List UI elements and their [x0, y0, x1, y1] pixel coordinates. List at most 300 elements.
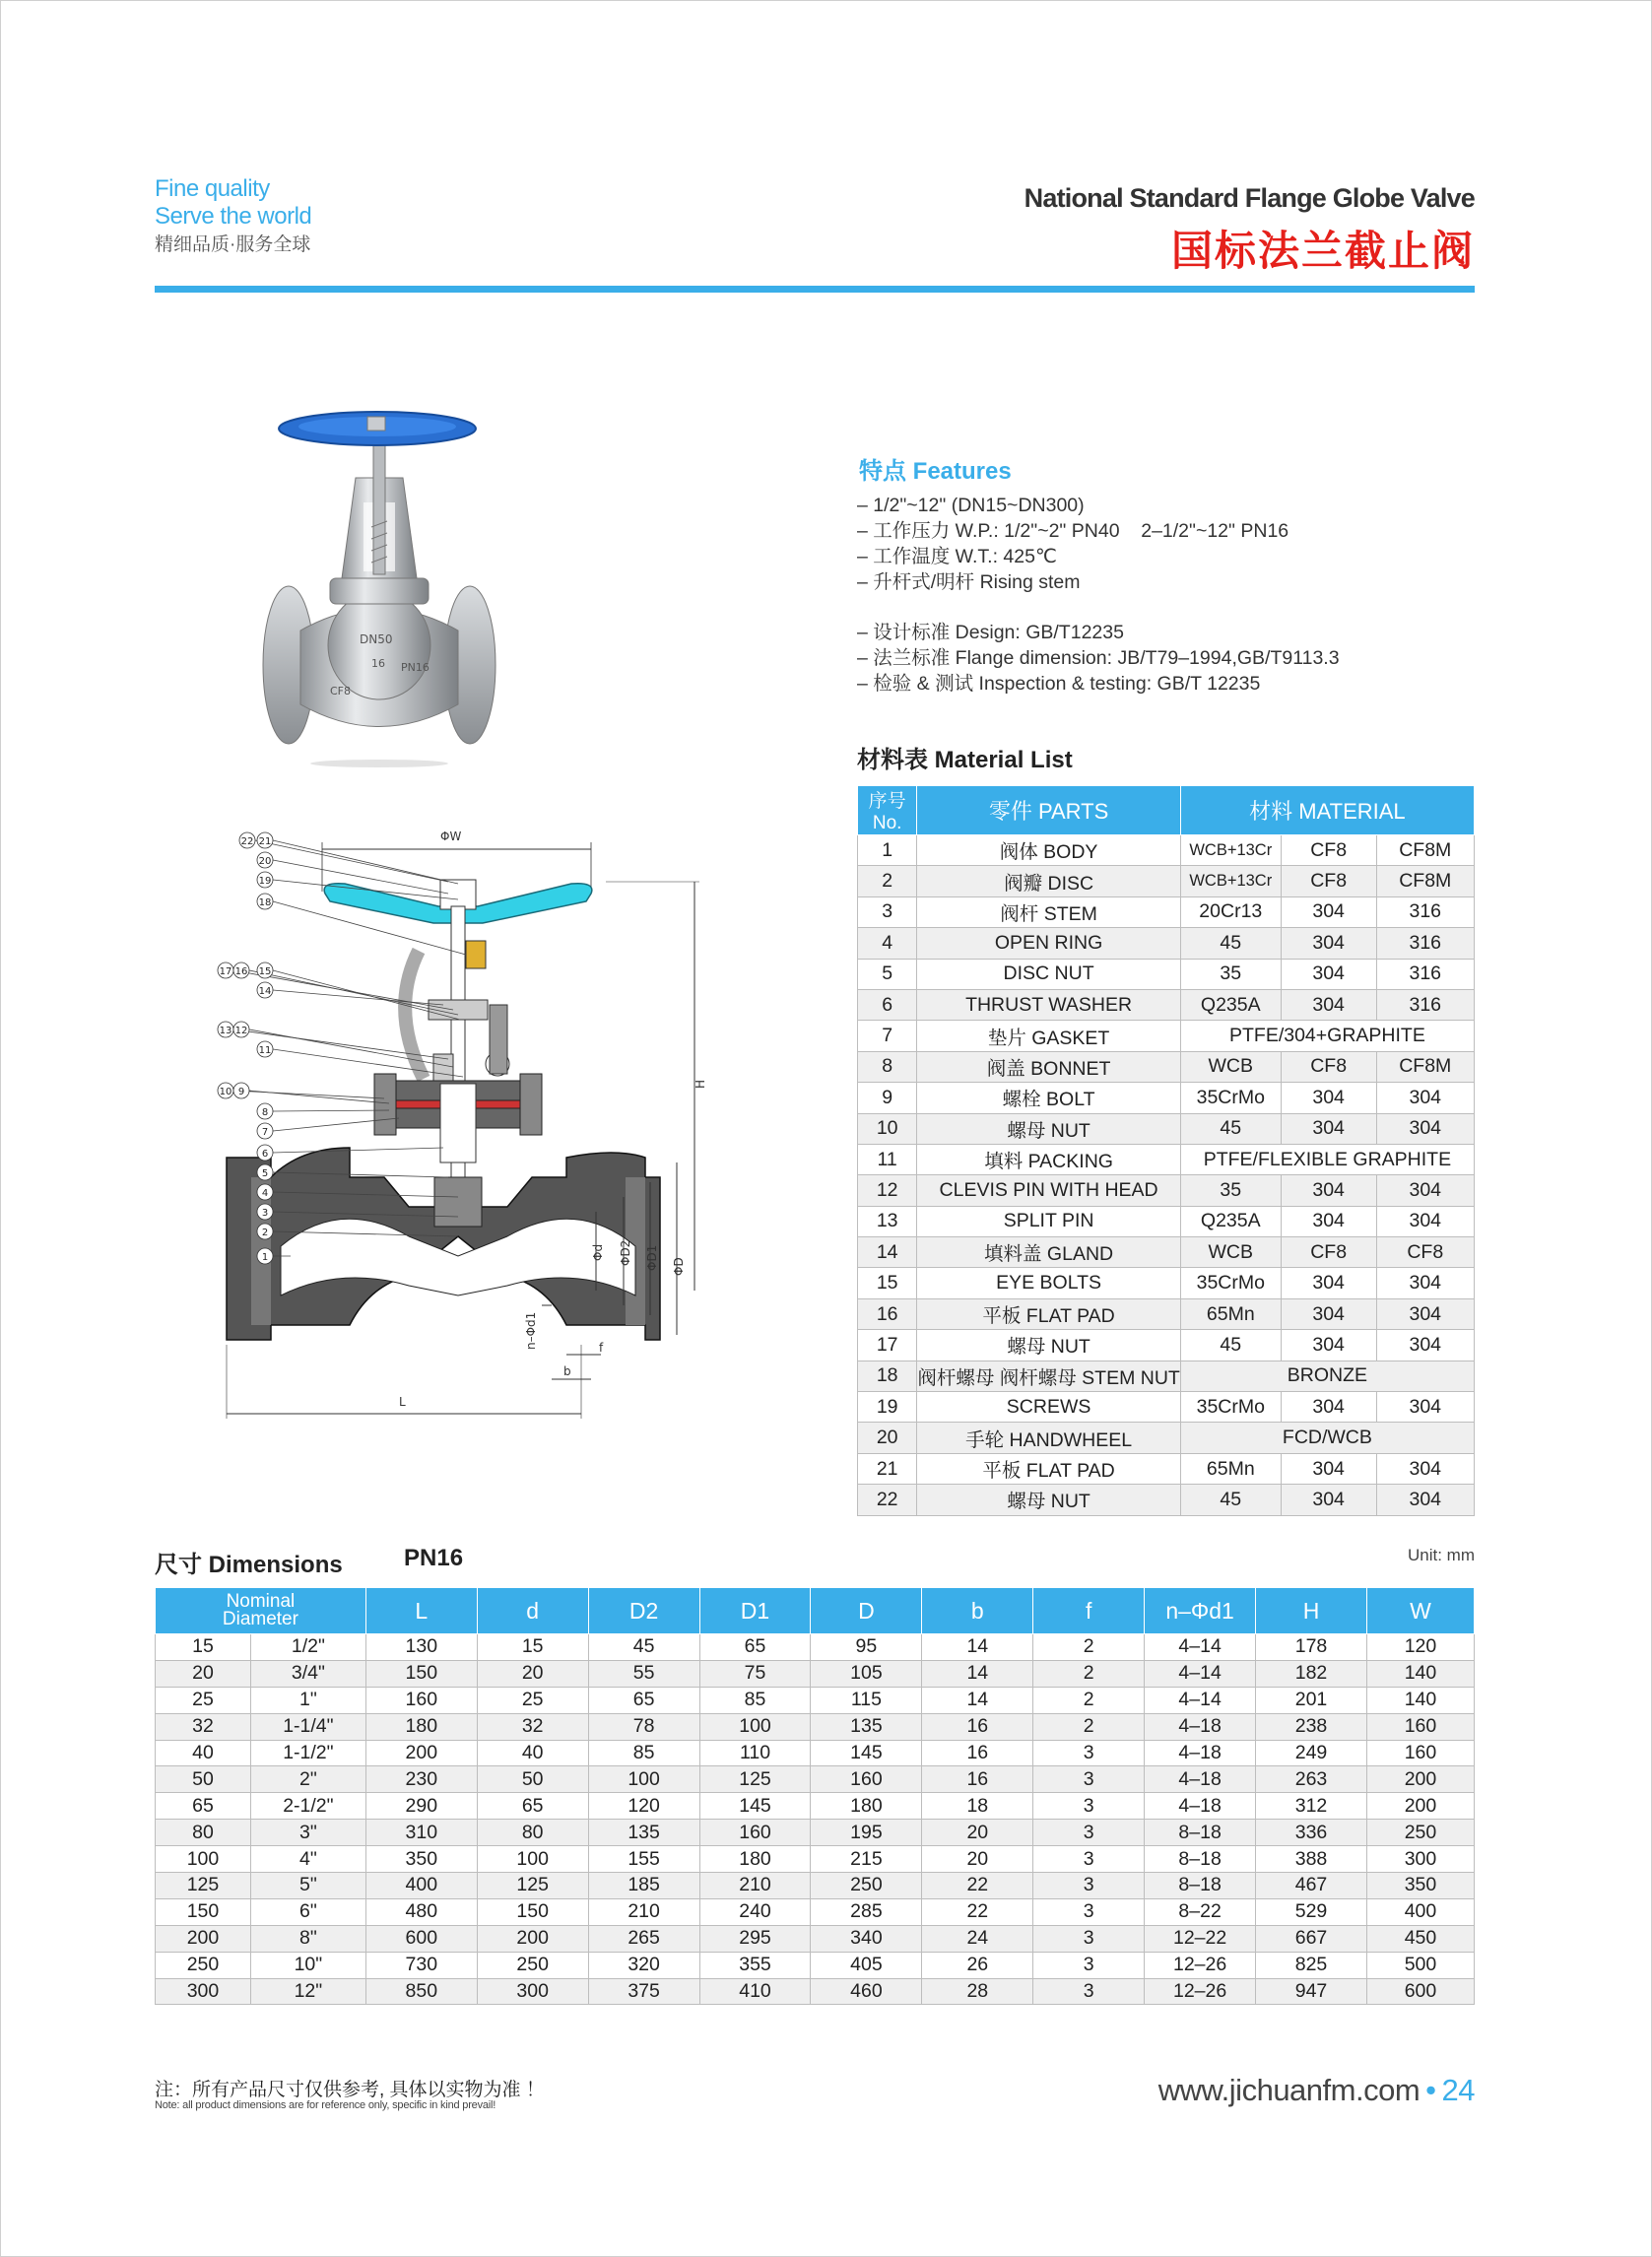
- material-cell: 304: [1281, 928, 1376, 959]
- dim-header-nominal: [156, 1588, 366, 1634]
- dim-cell: 14: [922, 1660, 1033, 1687]
- dim-cell: 600: [1366, 1978, 1474, 2005]
- dim-cell: 40: [477, 1740, 588, 1766]
- dim-cell: 4–18: [1145, 1740, 1256, 1766]
- material-cell: 11: [858, 1144, 917, 1174]
- dim-cell: 2-1/2": [250, 1793, 365, 1820]
- dim-cell: 500: [1366, 1952, 1474, 1978]
- feature-item: – 设计标准 Design: GB/T12235: [857, 622, 1124, 643]
- material-cell: 螺母 NUT: [917, 1113, 1181, 1144]
- feature-item: – 法兰标准 Flange dimension: JB/T79–1994,GB/T9113.3: [857, 647, 1340, 669]
- dim-cell: 160: [365, 1687, 477, 1713]
- material-cell: CF8: [1281, 1237, 1376, 1268]
- material-cell: 35: [1180, 1175, 1281, 1206]
- dim-cell: 16: [922, 1740, 1033, 1766]
- photo-mark-material: CF8: [330, 685, 352, 697]
- dim-cell: 850: [365, 1978, 477, 2005]
- dim-cell: 4–14: [1145, 1660, 1256, 1687]
- dim-cell: 295: [699, 1925, 811, 1952]
- callout-number: 13: [219, 1026, 232, 1036]
- material-cell: PTFE/304+GRAPHITE: [1180, 1021, 1474, 1051]
- brand-line-2: Serve the world: [155, 203, 312, 230]
- feature-item: – 工作压力 W.P.: 1/2"~2" PN40 2–1/2"~12" PN16: [857, 520, 1289, 542]
- dim-cell: 75: [699, 1660, 811, 1687]
- dim-cell: 947: [1256, 1978, 1367, 2005]
- dim-cell: 50: [477, 1766, 588, 1793]
- material-cell: OPEN RING: [917, 928, 1181, 959]
- dim-cell: 350: [365, 1846, 477, 1873]
- dim-cell: 180: [365, 1713, 477, 1740]
- material-cell: 304: [1376, 1206, 1474, 1236]
- callout-leader: [249, 1091, 389, 1103]
- dim-cell: 145: [811, 1740, 922, 1766]
- dim-cell: 250: [477, 1952, 588, 1978]
- material-cell: 304: [1281, 1330, 1376, 1361]
- dim-cell: 3": [250, 1820, 365, 1846]
- material-cell: 304: [1376, 1083, 1474, 1113]
- dim-header-7: n–Φd1: [1145, 1588, 1256, 1634]
- dim-cell: 250: [1366, 1820, 1474, 1846]
- dim-cell: 22: [922, 1898, 1033, 1925]
- material-cell: BRONZE: [1180, 1361, 1474, 1391]
- dim-cell: 20: [922, 1820, 1033, 1846]
- dim-cell: 15: [477, 1634, 588, 1661]
- dim-row: [156, 1766, 1475, 1793]
- material-cell: 21: [858, 1453, 917, 1484]
- dim-row: [156, 1820, 1475, 1846]
- dim-cell: 2: [1033, 1634, 1145, 1661]
- dim-cell: 140: [1366, 1687, 1474, 1713]
- dim-cell: 8–18: [1145, 1820, 1256, 1846]
- material-cell: 阀杆 STEM: [917, 896, 1181, 927]
- dim-cell: 180: [811, 1793, 922, 1820]
- dim-cell: 200: [1366, 1766, 1474, 1793]
- page-title-cn: 国标法兰截止阀: [1170, 228, 1475, 274]
- photo-mark-pressure: PN16: [401, 661, 430, 674]
- dim-cell: 375: [588, 1978, 699, 2005]
- dim-row: [156, 1873, 1475, 1899]
- dim-cell: 4–18: [1145, 1793, 1256, 1820]
- brand-line-3: 精细品质·服务全球: [155, 234, 311, 255]
- material-row: [858, 1298, 1475, 1329]
- material-row: [858, 928, 1475, 959]
- dimensions-title: 尺寸 Dimensions: [155, 1552, 343, 1578]
- dim-cell: 3: [1033, 1978, 1145, 2005]
- dim-cell: 4": [250, 1846, 365, 1873]
- callout-leader: [249, 1029, 453, 1067]
- dim-cell: 65: [699, 1634, 811, 1661]
- dim-cell: 20: [922, 1846, 1033, 1873]
- material-cell: 17: [858, 1330, 917, 1361]
- dim-cell: 120: [588, 1793, 699, 1820]
- dim-cell: 249: [1256, 1740, 1367, 1766]
- dim-row: [156, 1740, 1475, 1766]
- material-row: [858, 1021, 1475, 1051]
- dim-header-8: H: [1256, 1588, 1367, 1634]
- material-cell: 16: [858, 1298, 917, 1329]
- dim-cell: 320: [588, 1952, 699, 1978]
- material-row: [858, 1485, 1475, 1515]
- callout-leader: [273, 990, 443, 1005]
- material-cell: 45: [1180, 928, 1281, 959]
- dim-cell: 4–14: [1145, 1687, 1256, 1713]
- dim-cell: 290: [365, 1793, 477, 1820]
- material-cell: 35CrMo: [1180, 1268, 1281, 1298]
- dim-header-4: D: [811, 1588, 922, 1634]
- footer-note-cn: 注：所有产品尺寸仅供参考, 具体以实物为准 ！: [155, 2080, 545, 2100]
- dim-cell: 200: [1366, 1793, 1474, 1820]
- dim-cell: 3: [1033, 1820, 1145, 1846]
- dim-cell: 150: [156, 1898, 251, 1925]
- dim-cell: 80: [156, 1820, 251, 1846]
- material-cell: 阀盖 BONNET: [917, 1051, 1181, 1082]
- material-cell: CF8M: [1376, 1051, 1474, 1082]
- callout-number: 10: [219, 1087, 232, 1097]
- material-cell: 35CrMo: [1180, 1083, 1281, 1113]
- dim-cell: 16: [922, 1713, 1033, 1740]
- material-cell: 304: [1281, 1298, 1376, 1329]
- website-url: www.jichuanfm.com: [1157, 2073, 1421, 2107]
- material-cell: 35CrMo: [1180, 1392, 1281, 1423]
- material-header-material: 材料 MATERIAL: [1180, 786, 1474, 835]
- dim-cell: 100: [156, 1846, 251, 1873]
- dim-cell: 200: [477, 1925, 588, 1952]
- dim-cell: 300: [156, 1978, 251, 2005]
- material-cell: 22: [858, 1485, 917, 1515]
- material-cell: WCB: [1180, 1237, 1281, 1268]
- dim-cell: 2: [1033, 1713, 1145, 1740]
- dim-cell: 480: [365, 1898, 477, 1925]
- callout-number: 14: [258, 986, 272, 997]
- material-cell: 304: [1281, 1485, 1376, 1515]
- valve-photo: [261, 409, 497, 768]
- dim-cell: 350: [1366, 1873, 1474, 1899]
- dim-header-6: f: [1033, 1588, 1145, 1634]
- dim-cell: 4–18: [1145, 1713, 1256, 1740]
- features-list: [857, 493, 1340, 697]
- feature-item: – 升杆式/明杆 Rising stem: [857, 571, 1081, 593]
- material-cell: 65Mn: [1180, 1453, 1281, 1484]
- callout-number: 21: [258, 836, 272, 847]
- dim-cell: 26: [922, 1952, 1033, 1978]
- dim-row: [156, 1687, 1475, 1713]
- dim-cell: 24: [922, 1925, 1033, 1952]
- photo-mark-dn: DN50: [360, 632, 393, 646]
- material-row: [858, 1361, 1475, 1391]
- dim-cell: 355: [699, 1952, 811, 1978]
- photo-mark-size: 16: [371, 657, 385, 670]
- material-row: [858, 896, 1475, 927]
- dim-cell: 20: [156, 1660, 251, 1687]
- dim-cell: 730: [365, 1952, 477, 1978]
- material-cell: 螺母 NUT: [917, 1485, 1181, 1515]
- dim-cell: 300: [477, 1978, 588, 2005]
- dim-header-3: D1: [699, 1588, 811, 1634]
- dim-cell: 135: [588, 1820, 699, 1846]
- callout-number: 8: [261, 1107, 269, 1118]
- material-cell: THRUST WASHER: [917, 989, 1181, 1020]
- dim-cell: 135: [811, 1713, 922, 1740]
- material-cell: DISC NUT: [917, 959, 1181, 989]
- callout-number: 9: [237, 1087, 245, 1097]
- dim-cell: 85: [588, 1740, 699, 1766]
- material-cell: 316: [1376, 896, 1474, 927]
- dim-cell: 2: [1033, 1660, 1145, 1687]
- dim-cell: 55: [588, 1660, 699, 1687]
- page-title-en: National Standard Flange Globe Valve: [1024, 183, 1475, 213]
- dim-dd-label: ΦD: [672, 1257, 686, 1276]
- material-row: [858, 1392, 1475, 1423]
- callout-number: 15: [258, 966, 272, 977]
- dim-cell: 263: [1256, 1766, 1367, 1793]
- dim-cell: 250: [811, 1873, 922, 1899]
- material-cell: 阀瓣 DISC: [917, 866, 1181, 896]
- material-cell: 304: [1281, 1392, 1376, 1423]
- dim-row: [156, 1898, 1475, 1925]
- material-row: [858, 1423, 1475, 1453]
- dim-row: [156, 1660, 1475, 1687]
- callout-number: 12: [234, 1026, 248, 1036]
- dim-cell: 12–26: [1145, 1978, 1256, 2005]
- dim-cell: 115: [811, 1687, 922, 1713]
- material-header-no: 序号No.: [858, 786, 917, 835]
- dim-cell: 3: [1033, 1873, 1145, 1899]
- callout-number: 17: [219, 966, 232, 977]
- callout-number: 1: [261, 1252, 269, 1263]
- material-row: [858, 1083, 1475, 1113]
- dim-h-label: H: [694, 1079, 707, 1089]
- dim-row: [156, 1713, 1475, 1740]
- callout-leader: [255, 840, 448, 882]
- dim-cell: 3: [1033, 1846, 1145, 1873]
- material-cell: 2: [858, 866, 917, 896]
- dim-cell: 1/2": [250, 1634, 365, 1661]
- dim-cell: 600: [365, 1925, 477, 1952]
- callout-number: 4: [261, 1188, 269, 1199]
- dim-row: [156, 1925, 1475, 1952]
- material-cell: 14: [858, 1237, 917, 1268]
- material-cell: 阀杆螺母 阀杆螺母 STEM NUT: [917, 1361, 1181, 1391]
- material-cell: SCREWS: [917, 1392, 1181, 1423]
- material-list-title: 材料表 Material List: [857, 747, 1073, 773]
- material-row: [858, 1175, 1475, 1206]
- callout-number: 3: [261, 1208, 269, 1219]
- dim-cell: 6": [250, 1898, 365, 1925]
- dim-cell: 667: [1256, 1925, 1367, 1952]
- dim-cell: 145: [699, 1793, 811, 1820]
- dim-cell: 65: [588, 1687, 699, 1713]
- dim-cell: 15: [156, 1634, 251, 1661]
- material-row: [858, 866, 1475, 896]
- dim-cell: 400: [365, 1873, 477, 1899]
- material-cell: 45: [1180, 1330, 1281, 1361]
- material-cell: 螺母 NUT: [917, 1330, 1181, 1361]
- dim-cell: 2: [1033, 1687, 1145, 1713]
- material-cell: 65Mn: [1180, 1298, 1281, 1329]
- material-cell: WCB+13Cr: [1180, 866, 1281, 896]
- dim-header-nominal-2: Diameter: [222, 1609, 298, 1629]
- material-row: [858, 1330, 1475, 1361]
- material-cell: CLEVIS PIN WITH HEAD: [917, 1175, 1181, 1206]
- dim-cell: 210: [588, 1898, 699, 1925]
- callout-number: 7: [261, 1127, 269, 1138]
- dim-cell: 125: [477, 1873, 588, 1899]
- material-cell: 13: [858, 1206, 917, 1236]
- dim-cell: 460: [811, 1978, 922, 2005]
- dim-cell: 95: [811, 1634, 922, 1661]
- dim-cell: 3: [1033, 1740, 1145, 1766]
- dim-cell: 250: [156, 1952, 251, 1978]
- dim-cell: 529: [1256, 1898, 1367, 1925]
- dim-cell: 185: [588, 1873, 699, 1899]
- material-cell: 填料 PACKING: [917, 1144, 1181, 1174]
- dim-nd1-label: n–Φd1: [524, 1311, 538, 1350]
- material-table: [857, 785, 1475, 1516]
- dim-cell: 25: [477, 1687, 588, 1713]
- dim-d2-label: ΦD2: [619, 1239, 632, 1266]
- callout-number: 6: [261, 1149, 269, 1160]
- material-cell: CF8M: [1376, 835, 1474, 866]
- material-cell: 5: [858, 959, 917, 989]
- callout-leader: [233, 1091, 384, 1098]
- dim-cell: 40: [156, 1740, 251, 1766]
- material-cell: 316: [1376, 959, 1474, 989]
- material-cell: Q235A: [1180, 1206, 1281, 1236]
- callout-leader: [273, 970, 460, 1020]
- dim-cell: 25: [156, 1687, 251, 1713]
- feature-item: – 检验 & 测试 Inspection & testing: GB/T 12235: [857, 673, 1261, 695]
- material-cell: CF8: [1281, 866, 1376, 896]
- dim-cell: 178: [1256, 1634, 1367, 1661]
- dim-cell: 22: [922, 1873, 1033, 1899]
- material-row: [858, 1453, 1475, 1484]
- material-cell: 304: [1376, 1298, 1474, 1329]
- material-cell: 304: [1281, 896, 1376, 927]
- material-cell: FCD/WCB: [1180, 1423, 1474, 1453]
- dim-cell: 18: [922, 1793, 1033, 1820]
- dim-row: [156, 1846, 1475, 1873]
- material-row: [858, 1144, 1475, 1174]
- callout-leader: [273, 1110, 389, 1111]
- callout-number: 16: [234, 966, 248, 977]
- material-cell: 20: [858, 1423, 917, 1453]
- material-cell: 18: [858, 1361, 917, 1391]
- callout-number: 11: [258, 1045, 272, 1056]
- features-title: 特点 Features: [859, 458, 1012, 485]
- dim-cell: 110: [699, 1740, 811, 1766]
- dim-cell: 340: [811, 1925, 922, 1952]
- dim-cell: 160: [1366, 1740, 1474, 1766]
- dim-cell: 100: [477, 1846, 588, 1873]
- dim-cell: 200: [365, 1740, 477, 1766]
- footer-website: [1158, 2073, 1475, 2108]
- callout-number: 18: [258, 897, 272, 908]
- material-row: [858, 959, 1475, 989]
- callout-number: 19: [258, 876, 272, 887]
- material-cell: 7: [858, 1021, 917, 1051]
- dim-cell: 410: [699, 1978, 811, 2005]
- dim-cell: 215: [811, 1846, 922, 1873]
- material-cell: 8: [858, 1051, 917, 1082]
- material-cell: 20Cr13: [1180, 896, 1281, 927]
- dim-cell: 388: [1256, 1846, 1367, 1873]
- dim-cell: 3: [1033, 1898, 1145, 1925]
- material-cell: 304: [1376, 1330, 1474, 1361]
- material-row: [858, 1237, 1475, 1268]
- dim-cell: 238: [1256, 1713, 1367, 1740]
- dim-cell: 12–26: [1145, 1952, 1256, 1978]
- material-cell: 304: [1281, 1268, 1376, 1298]
- material-cell: WCB: [1180, 1051, 1281, 1082]
- dim-cell: 140: [1366, 1660, 1474, 1687]
- dim-cell: 4–14: [1145, 1634, 1256, 1661]
- material-row: [858, 835, 1475, 866]
- dim-cell: 100: [699, 1713, 811, 1740]
- material-row: [858, 1051, 1475, 1082]
- dim-cell: 50: [156, 1766, 251, 1793]
- dim-cell: 130: [365, 1634, 477, 1661]
- material-cell: 304: [1281, 959, 1376, 989]
- dim-cell: 450: [1366, 1925, 1474, 1952]
- dim-cell: 201: [1256, 1687, 1367, 1713]
- dim-cell: 467: [1256, 1873, 1367, 1899]
- material-cell: 平板 FLAT PAD: [917, 1298, 1181, 1329]
- dim-cell: 336: [1256, 1820, 1367, 1846]
- material-cell: 12: [858, 1175, 917, 1206]
- material-cell: 平板 FLAT PAD: [917, 1453, 1181, 1484]
- material-cell: 10: [858, 1113, 917, 1144]
- brand-block: [155, 175, 311, 258]
- dim-row: [156, 1634, 1475, 1661]
- dim-cell: 3/4": [250, 1660, 365, 1687]
- callout-leader: [273, 840, 458, 884]
- dim-header-0: L: [365, 1588, 477, 1634]
- dim-cell: 8–18: [1145, 1846, 1256, 1873]
- dim-cell: 32: [156, 1713, 251, 1740]
- dim-cell: 200: [156, 1925, 251, 1952]
- dim-cell: 310: [365, 1820, 477, 1846]
- material-cell: 1: [858, 835, 917, 866]
- material-cell: 304: [1376, 1113, 1474, 1144]
- page-number: 24: [1441, 2073, 1475, 2107]
- dim-header-5: b: [922, 1588, 1033, 1634]
- material-cell: PTFE/FLEXIBLE GRAPHITE: [1180, 1144, 1474, 1174]
- dim-row: [156, 1952, 1475, 1978]
- dim-cell: 2": [250, 1766, 365, 1793]
- dim-cell: 45: [588, 1634, 699, 1661]
- material-cell: 304: [1281, 989, 1376, 1020]
- dimensions-unit: Unit: mm: [1408, 1546, 1475, 1564]
- material-cell: 6: [858, 989, 917, 1020]
- material-cell: 螺栓 BOLT: [917, 1083, 1181, 1113]
- dim-row: [156, 1793, 1475, 1820]
- callout-number: 22: [240, 836, 254, 847]
- dim-cell: 300: [1366, 1846, 1474, 1873]
- material-cell: 304: [1376, 1392, 1474, 1423]
- material-cell: 316: [1376, 989, 1474, 1020]
- material-cell: 9: [858, 1083, 917, 1113]
- feature-item: – 工作温度 W.T.: 425℃: [857, 546, 1057, 567]
- material-row: [858, 989, 1475, 1020]
- material-cell: CF8: [1281, 1051, 1376, 1082]
- header-rule: [155, 286, 1475, 293]
- dim-cell: 28: [922, 1978, 1033, 2005]
- material-cell: 316: [1376, 928, 1474, 959]
- dim-cell: 180: [699, 1846, 811, 1873]
- material-cell: WCB+13Cr: [1180, 835, 1281, 866]
- dim-cell: 160: [1366, 1713, 1474, 1740]
- dim-header-2: D2: [588, 1588, 699, 1634]
